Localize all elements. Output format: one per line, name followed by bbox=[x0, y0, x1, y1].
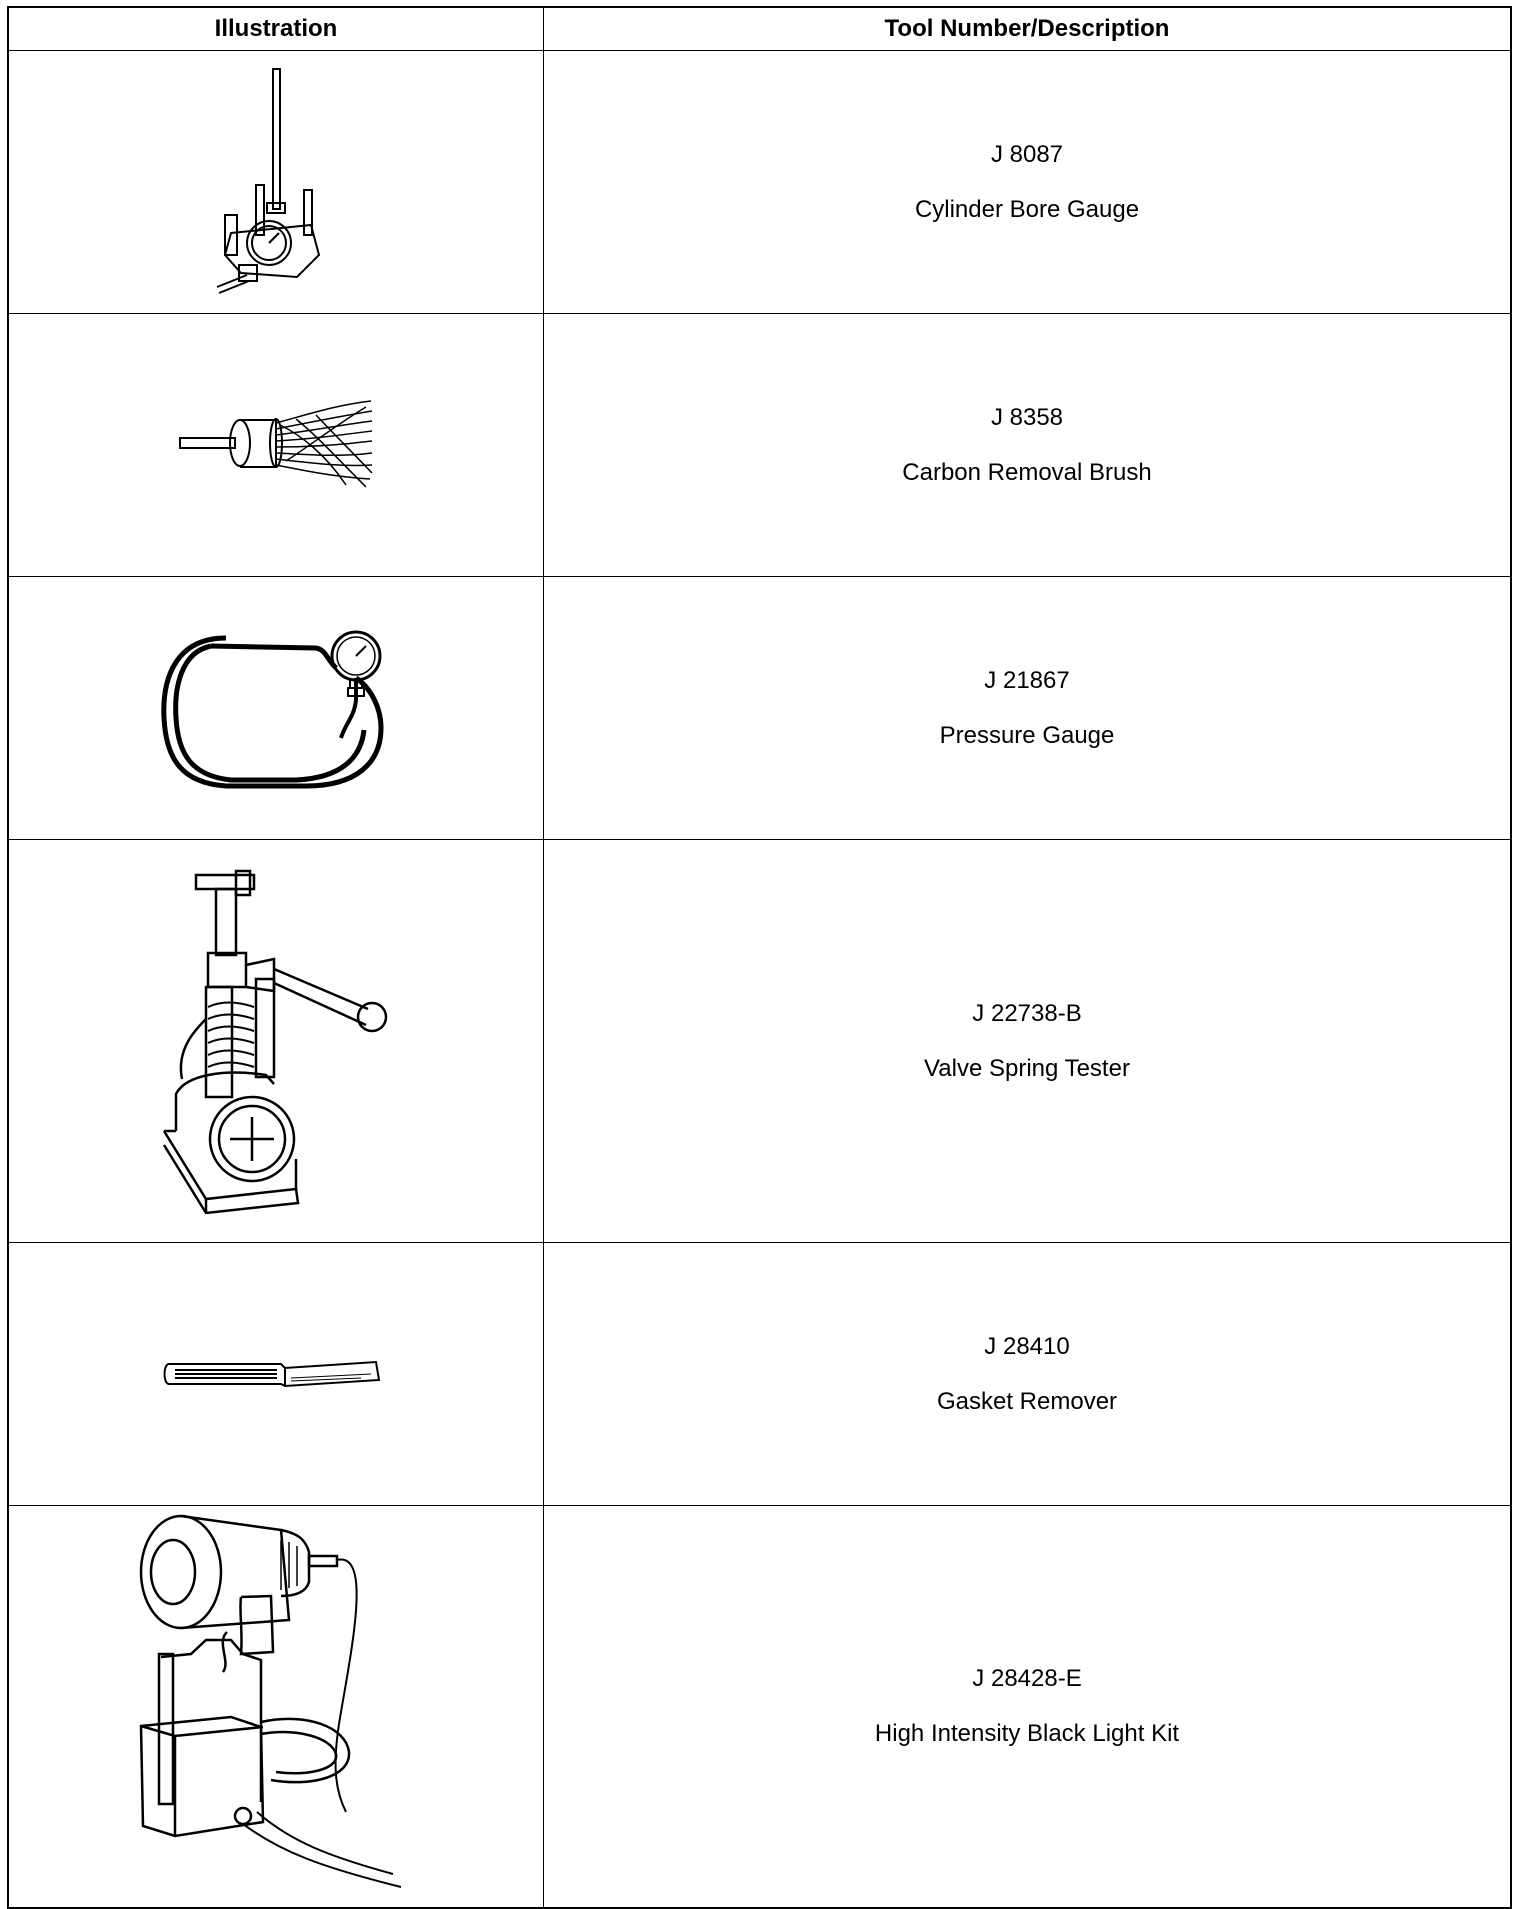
table-row bbox=[9, 313, 1510, 576]
tool-name: Gasket Remover bbox=[936, 1387, 1118, 1415]
tool-number: J 28410 bbox=[984, 1332, 1070, 1360]
cylinder-bore-gauge-icon bbox=[211, 65, 341, 300]
black-light-kit-icon bbox=[131, 1512, 421, 1902]
table-row bbox=[9, 1242, 1510, 1505]
header-description: Tool Number/Description bbox=[884, 15, 1170, 42]
header-illustration: Illustration bbox=[9, 8, 544, 50]
gasket-remover-icon bbox=[161, 1354, 391, 1394]
tool-name: Carbon Removal Brush bbox=[902, 458, 1152, 486]
tool-name: Valve Spring Tester bbox=[924, 1054, 1130, 1082]
tool-name: High Intensity Black Light Kit bbox=[874, 1720, 1180, 1747]
table-header bbox=[9, 8, 1510, 50]
tool-number: J 22738-B bbox=[972, 999, 1082, 1027]
pressure-gauge-icon bbox=[156, 618, 396, 798]
table-row bbox=[9, 1505, 1510, 1907]
carbon-brush-icon bbox=[176, 395, 376, 495]
tool-number: J 8087 bbox=[990, 140, 1064, 168]
table-row bbox=[9, 50, 1510, 313]
tool-number: J 21867 bbox=[984, 666, 1070, 694]
table-row bbox=[9, 839, 1510, 1242]
tools-table bbox=[7, 6, 1512, 1909]
tool-number: J 28428-E bbox=[972, 1665, 1082, 1692]
table-row bbox=[9, 576, 1510, 839]
valve-spring-tester-icon bbox=[146, 869, 406, 1214]
tool-name: Cylinder Bore Gauge bbox=[914, 195, 1140, 223]
tool-name: Pressure Gauge bbox=[939, 721, 1115, 749]
tool-number: J 8358 bbox=[990, 403, 1064, 431]
